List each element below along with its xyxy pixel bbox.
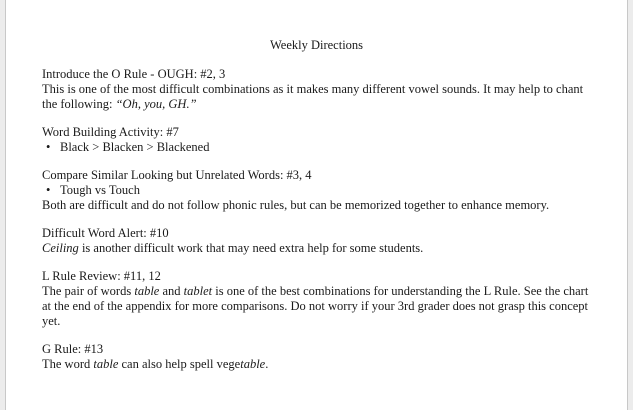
section-body (42, 241, 598, 256)
section-l-rule (42, 269, 598, 329)
body-text: is another difficult work that may need extra help for some students. (78, 241, 424, 255)
section-body (42, 357, 598, 372)
highlight-word: table (93, 357, 119, 371)
body-text: The word (42, 357, 94, 371)
document-page (5, 0, 628, 410)
bullet-item (42, 183, 598, 198)
body-text: is one of the best combinations for understanding the L Rule. See the chart at the end of the appendix for more comparisons. Do not worry if your 3rd grader does not grasp this concept yet. (42, 284, 589, 328)
section-body: Both are difficult and do not follow phonic rules, but can be memorized together to enhance memory. (42, 198, 550, 212)
section-word-building (42, 125, 598, 155)
highlight-word: table (134, 284, 160, 298)
section-difficult-word (42, 226, 598, 256)
section-heading: G Rule: #13 (42, 342, 104, 356)
bullet-icon: • (46, 183, 51, 197)
chant-quote: “Oh, you, GH.” (115, 97, 197, 111)
section-heading: Introduce the O Rule - OUGH: #2, 3 (42, 67, 226, 81)
section-heading: Difficult Word Alert: #10 (42, 226, 169, 240)
section-heading: L Rule Review: #11, 12 (42, 269, 161, 283)
body-text: This is one of the most difficult combinations as it makes many different vowel sounds. It may help to chant the following: (42, 82, 584, 111)
section-heading: Word Building Activity: #7 (42, 125, 179, 139)
section-o-rule (42, 67, 598, 112)
document-title: Weekly Directions (269, 38, 364, 52)
bullet-item (42, 140, 598, 155)
highlight-word: table (240, 357, 266, 371)
bullet-icon: • (46, 140, 51, 154)
highlight-word: tablet (183, 284, 213, 298)
bullet-text: Tough vs Touch (60, 183, 140, 197)
bullet-text: Black > Blacken > Blackened (60, 140, 210, 154)
section-body (42, 82, 598, 112)
section-compare-words (42, 168, 598, 213)
body-text: and (159, 284, 184, 298)
body-text: The pair of words (42, 284, 135, 298)
section-g-rule (42, 342, 598, 372)
body-text: can also help spell vege (118, 357, 241, 371)
section-heading: Compare Similar Looking but Unrelated Words: #3, 4 (42, 168, 312, 182)
section-body (42, 284, 598, 329)
document-body (42, 67, 598, 385)
highlight-word: Ceiling (42, 241, 79, 255)
body-text: . (265, 357, 269, 371)
